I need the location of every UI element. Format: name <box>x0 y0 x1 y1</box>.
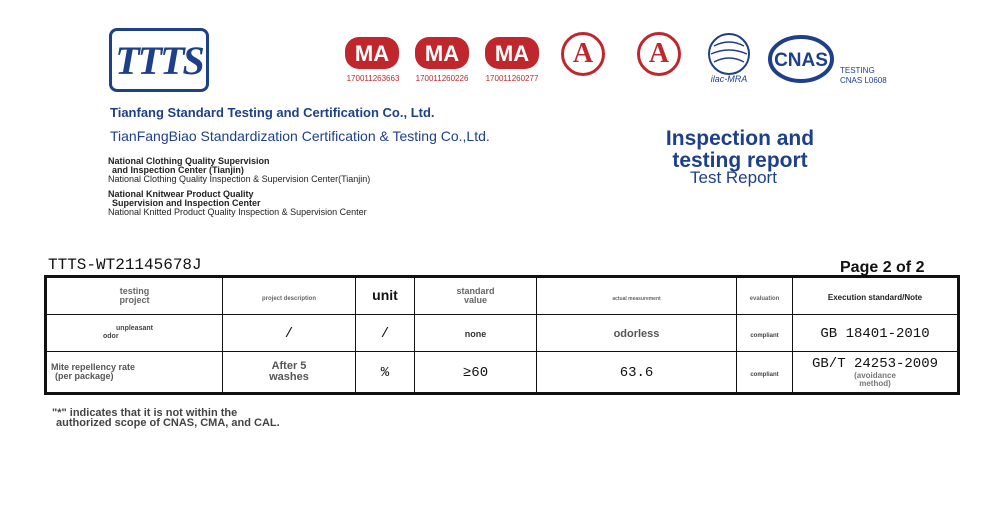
row-2-standard-text: ≥60 <box>462 365 489 381</box>
row-2-standard <box>415 352 537 394</box>
results-table <box>44 275 960 395</box>
row-2-description-line-1: After 5 <box>271 360 307 372</box>
cal-mark-2 <box>637 32 681 76</box>
cnas-testing-text: TESTING <box>840 66 875 75</box>
row-1-actual-text: odorless <box>613 328 660 340</box>
header-project-line-1: testing <box>119 286 150 296</box>
cal-mark-1 <box>561 32 605 76</box>
header-project <box>46 277 223 315</box>
company-name-alt: TianFangBiao Standardization Certification & Testing Co.,Ltd. <box>110 128 490 144</box>
cal-label-1: A <box>572 38 594 69</box>
center-2-line-2: Supervision and Inspection Center <box>112 198 261 208</box>
header-standard-line-2: value <box>463 295 487 305</box>
row-2-unit <box>356 352 415 394</box>
row-2-project-line-1: Mite repellency rate <box>51 362 136 372</box>
header-project-line-2: project <box>119 295 150 305</box>
header-unit-text: unit <box>372 287 398 303</box>
page-number: Page 2 of 2 <box>840 259 925 276</box>
row-1-unit <box>356 315 415 352</box>
report-title-line-1: Inspection and <box>665 127 815 150</box>
cal-label-2: A <box>648 38 670 69</box>
center-1-line-1: National Clothing Quality Supervision <box>108 156 270 166</box>
center-2-line-1: National Knitwear Product Quality <box>108 189 254 199</box>
row-2-execution-text: GB/T 24253-2009 <box>811 356 939 372</box>
row-2-unit-text: % <box>380 365 390 381</box>
row-2-evaluation <box>737 352 793 394</box>
row-2-evaluation-text: compliant <box>750 372 779 378</box>
header-execution <box>793 277 959 315</box>
header-actual-text: actual measurement <box>612 296 661 302</box>
center-2-block <box>108 190 367 217</box>
header-actual <box>537 277 737 315</box>
row-1-standard <box>415 315 537 352</box>
ilac-label: ilac-MRA <box>710 74 748 84</box>
header-evaluation <box>737 277 793 315</box>
row-2-execution <box>793 352 959 394</box>
header-description-text: project description <box>261 296 316 302</box>
company-logo <box>109 28 209 92</box>
center-1-line-2: and Inspection Center (Tianjin) <box>112 165 244 175</box>
row-2-note-line-1: (avoidance <box>854 371 896 380</box>
header-unit <box>356 277 415 315</box>
report-title <box>640 128 840 172</box>
cnas-mark <box>768 33 834 85</box>
table-row <box>46 315 959 352</box>
row-2-description <box>223 352 356 394</box>
cma-code-2: 170011260226 <box>415 74 469 83</box>
table-row <box>46 352 959 394</box>
center-1-block <box>108 157 370 184</box>
footnote-line-1: "*" indicates that it is not within the <box>52 407 238 419</box>
row-2-note-line-2: method) <box>859 379 891 388</box>
cnas-label: CNAS <box>774 50 828 71</box>
cma-mark-3 <box>484 36 540 70</box>
header-standard <box>415 277 537 315</box>
report-number: TTTS-WT21145678J <box>48 256 202 274</box>
cnas-testing-label <box>840 66 887 86</box>
row-1-execution <box>793 315 959 352</box>
cma-code-1: 170011263663 <box>346 74 400 83</box>
header-evaluation-text: evaluation <box>749 296 780 302</box>
row-2-actual <box>537 352 737 394</box>
logo-text: TTTS <box>115 37 203 83</box>
row-1-evaluation <box>737 315 793 352</box>
report-title-line-2: testing report <box>672 149 808 172</box>
report-subtitle: Test Report <box>690 168 777 187</box>
row-1-project-line-2: odor <box>103 333 119 340</box>
cma-label-2: MA <box>424 41 460 66</box>
row-1-unit-text: / <box>380 326 390 342</box>
cma-mark-1 <box>344 36 400 70</box>
cma-label-1: MA <box>354 41 390 66</box>
center-1-line-3: National Clothing Quality Inspection & Supervision Center(Tianjin) <box>108 174 371 184</box>
row-1-standard-text: none <box>464 329 487 339</box>
row-1-description <box>223 315 356 352</box>
table-header-row <box>46 277 959 315</box>
cma-mark-2 <box>414 36 470 70</box>
ilac-mra-mark <box>706 32 752 84</box>
footnote-line-2: authorized scope of CNAS, CMA, and CAL. <box>56 417 280 429</box>
center-2-line-3: National Knitted Product Quality Inspection & Supervision Center <box>108 207 367 217</box>
cma-code-3: 170011260277 <box>485 74 539 83</box>
cma-label-3: MA <box>494 41 530 66</box>
row-1-actual <box>537 315 737 352</box>
row-1-execution-text: GB 18401-2010 <box>820 326 930 342</box>
header-standard-line-1: standard <box>456 286 495 296</box>
row-2-project-line-2: (per package) <box>55 371 114 381</box>
header-description <box>223 277 356 315</box>
cnas-code-text: CNAS L0608 <box>840 76 887 85</box>
row-1-project <box>46 315 223 352</box>
footnote <box>52 408 280 428</box>
row-2-description-line-2: washes <box>269 371 309 383</box>
row-1-evaluation-text: compliant <box>750 333 779 339</box>
row-1-description-text: / <box>284 326 294 342</box>
row-2-project <box>46 352 223 394</box>
company-name: Tianfang Standard Testing and Certification Co., Ltd. <box>110 105 435 120</box>
header-execution-text: Execution standard/Note <box>827 293 923 302</box>
row-2-actual-text: 63.6 <box>619 365 654 381</box>
row-1-project-line-1: unpleasant <box>116 325 153 332</box>
